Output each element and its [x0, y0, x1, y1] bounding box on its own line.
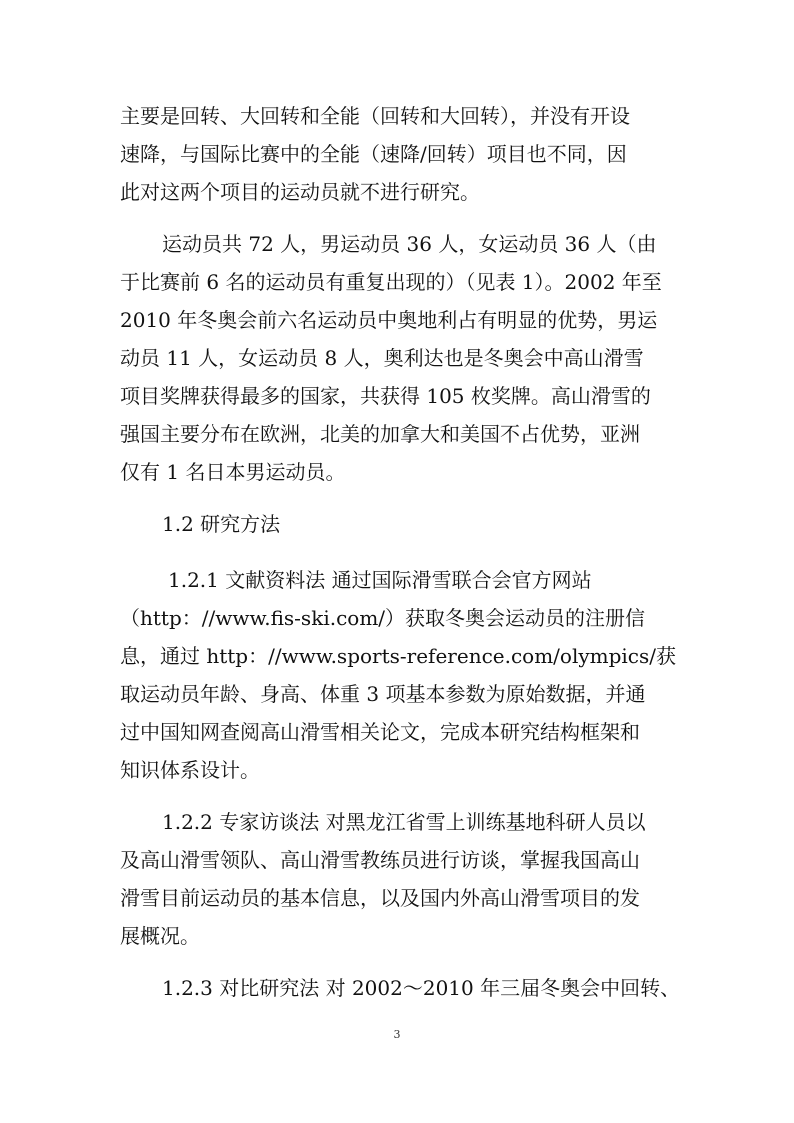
text-line-18: 1.2.2 专家访谈法 对黑龙江省雪上训练基地科研人员以 — [162, 810, 646, 834]
text-line-12: 1.2.1 文献资料法 通过国际滑雪联合会官方网站 — [168, 568, 592, 592]
text-line-2: 速降，与国际比赛中的全能（速降/回转）项目也不同，因 — [120, 142, 627, 166]
text-line-20: 滑雪目前运动员的基本信息，以及国内外高山滑雪项目的发 — [120, 886, 640, 910]
text-line-17: 知识体系设计。 — [120, 758, 260, 782]
section-heading-1-2: 1.2 研究方法 — [162, 512, 281, 536]
text-line-15: 取运动员年龄、身高、体重 3 项基本参数为原始数据，并通 — [120, 682, 646, 706]
text-line-22: 1.2.3 对比研究法 对 2002～2010 年三届冬奥会中回转、 — [162, 976, 681, 1000]
text-line-19: 及高山滑雪领队、高山滑雪教练员进行访谈，掌握我国高山 — [120, 848, 640, 872]
text-line-3: 此对这两个项目的运动员就不进行研究。 — [120, 180, 480, 204]
text-line-8: 项目奖牌获得最多的国家，共获得 105 枚奖牌。高山滑雪的 — [120, 384, 651, 408]
text-line-6: 2010 年冬奥会前六名运动员中奥地利占有明显的优势，男运 — [120, 308, 658, 332]
text-line-16: 过中国知网查阅高山滑雪相关论文，完成本研究结构框架和 — [120, 720, 640, 744]
text-line-1: 主要是回转、大回转和全能（回转和大回转），并没有开设 — [120, 104, 630, 128]
text-line-14: 息，通过 http：//www.sports-reference.com/olympics/获 — [120, 644, 677, 668]
page-number: 3 — [393, 1028, 401, 1041]
text-line-5: 于比赛前 6 名的运动员有重复出现的）（见表 1）。2002 年至 — [120, 270, 662, 294]
text-line-9: 强国主要分布在欧洲，北美的加拿大和美国不占优势，亚洲 — [120, 422, 640, 446]
text-line-13: （http：//www.fis-ski.com/）获取冬奥会运动员的注册信 — [120, 606, 646, 630]
text-line-4: 运动员共 72 人，男运动员 36 人，女运动员 36 人（由 — [162, 232, 657, 256]
text-line-7: 动员 11 人，女运动员 8 人，奥利达也是冬奥会中高山滑雪 — [120, 346, 644, 370]
text-line-21: 展概况。 — [120, 924, 200, 948]
text-line-10: 仅有 1 名日本男运动员。 — [120, 460, 346, 484]
